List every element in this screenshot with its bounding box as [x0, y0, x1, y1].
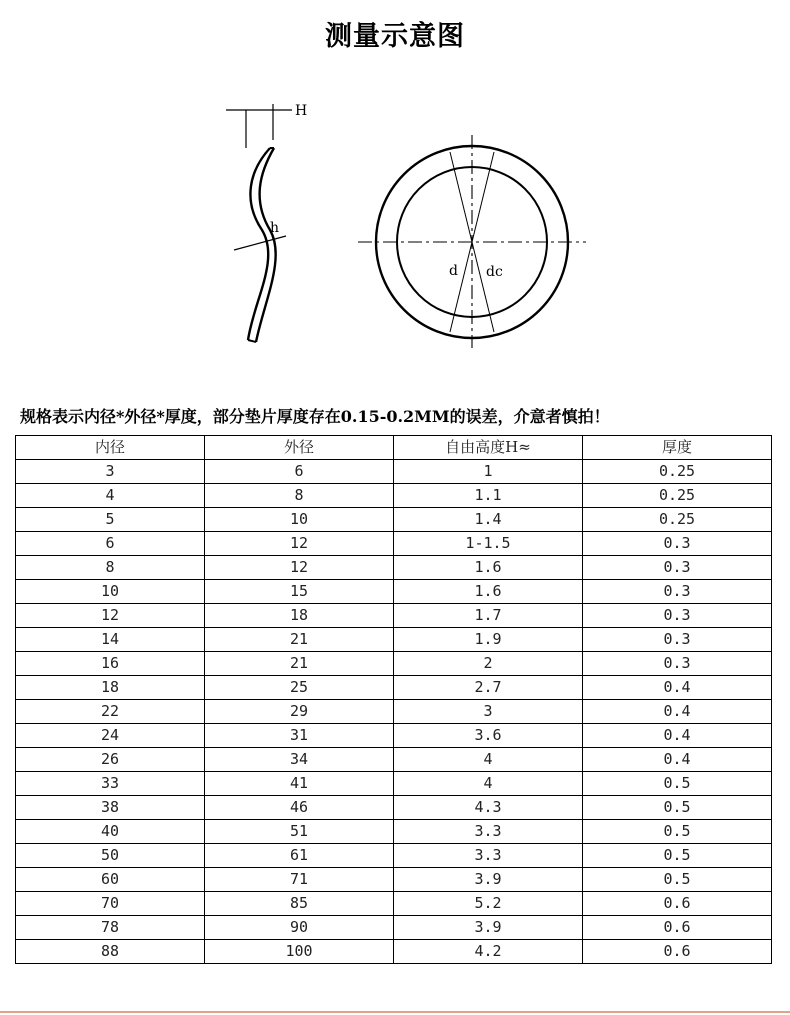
cell-outer-diameter: 29 — [205, 700, 394, 724]
cell-outer-diameter: 10 — [205, 508, 394, 532]
cell-outer-diameter: 34 — [205, 748, 394, 772]
cell-outer-diameter: 71 — [205, 868, 394, 892]
cell-outer-diameter: 100 — [205, 940, 394, 964]
cell-outer-diameter: 31 — [205, 724, 394, 748]
header-free-height: 自由高度H≈ — [394, 436, 583, 460]
cell-inner-diameter: 33 — [16, 772, 205, 796]
cell-free-height: 1 — [394, 460, 583, 484]
cell-inner-diameter: 70 — [16, 892, 205, 916]
cell-outer-diameter: 12 — [205, 532, 394, 556]
table-row — [16, 604, 772, 628]
cell-thickness: 0.5 — [583, 844, 772, 868]
cell-free-height: 3.6 — [394, 724, 583, 748]
header-outer-diameter: 外径 — [205, 436, 394, 460]
cell-free-height: 4 — [394, 772, 583, 796]
table-row — [16, 676, 772, 700]
cell-free-height: 4.3 — [394, 796, 583, 820]
cell-inner-diameter: 10 — [16, 580, 205, 604]
cell-inner-diameter: 5 — [16, 508, 205, 532]
front-view — [358, 135, 586, 348]
cell-thickness: 0.25 — [583, 460, 772, 484]
table-row — [16, 940, 772, 964]
cell-free-height: 1.7 — [394, 604, 583, 628]
spec-table — [15, 435, 772, 964]
table-body — [16, 460, 772, 964]
cell-inner-diameter: 4 — [16, 484, 205, 508]
cell-thickness: 0.3 — [583, 580, 772, 604]
cell-thickness: 0.6 — [583, 916, 772, 940]
cell-inner-diameter: 12 — [16, 604, 205, 628]
cell-outer-diameter: 25 — [205, 676, 394, 700]
cell-outer-diameter: 8 — [205, 484, 394, 508]
spec-note: 规格表示内径*外径*厚度，部分垫片厚度存在0.15-0.2MM的误差，介意者慎拍！ — [20, 407, 610, 426]
label-h: h — [270, 220, 280, 236]
table-row — [16, 772, 772, 796]
cell-thickness: 0.4 — [583, 748, 772, 772]
cell-inner-diameter: 8 — [16, 556, 205, 580]
cell-thickness: 0.25 — [583, 484, 772, 508]
table-row — [16, 532, 772, 556]
cell-inner-diameter: 60 — [16, 868, 205, 892]
label-H: H — [295, 103, 308, 119]
cell-outer-diameter: 12 — [205, 556, 394, 580]
cell-free-height: 4.2 — [394, 940, 583, 964]
table-row — [16, 724, 772, 748]
cell-free-height: 3 — [394, 700, 583, 724]
table-row — [16, 748, 772, 772]
table-row — [16, 484, 772, 508]
page-title: 测量示意图 — [325, 21, 465, 52]
cell-inner-diameter: 6 — [16, 532, 205, 556]
cell-thickness: 0.5 — [583, 868, 772, 892]
table-row — [16, 700, 772, 724]
cell-thickness: 0.25 — [583, 508, 772, 532]
table-row — [16, 652, 772, 676]
bottom-divider — [0, 1011, 790, 1013]
cell-free-height: 4 — [394, 748, 583, 772]
cell-inner-diameter: 3 — [16, 460, 205, 484]
cell-thickness: 0.3 — [583, 532, 772, 556]
cell-free-height: 1-1.5 — [394, 532, 583, 556]
cell-thickness: 0.6 — [583, 892, 772, 916]
cell-inner-diameter: 16 — [16, 652, 205, 676]
side-view — [226, 104, 292, 342]
cell-thickness: 0.6 — [583, 940, 772, 964]
cell-free-height: 5.2 — [394, 892, 583, 916]
cell-inner-diameter: 26 — [16, 748, 205, 772]
cell-thickness: 0.5 — [583, 772, 772, 796]
table-row — [16, 892, 772, 916]
cell-thickness: 0.3 — [583, 628, 772, 652]
table-row — [16, 460, 772, 484]
table-row — [16, 916, 772, 940]
table-row — [16, 820, 772, 844]
cell-free-height: 1.9 — [394, 628, 583, 652]
cell-thickness: 0.3 — [583, 652, 772, 676]
cell-free-height: 1.4 — [394, 508, 583, 532]
cell-inner-diameter: 88 — [16, 940, 205, 964]
cell-thickness: 0.5 — [583, 820, 772, 844]
table-header-row — [16, 436, 772, 460]
cell-free-height: 2.7 — [394, 676, 583, 700]
cell-free-height: 2 — [394, 652, 583, 676]
cell-thickness: 0.3 — [583, 604, 772, 628]
measurement-diagram — [180, 90, 600, 360]
cell-outer-diameter: 90 — [205, 916, 394, 940]
cell-inner-diameter: 40 — [16, 820, 205, 844]
cell-outer-diameter: 18 — [205, 604, 394, 628]
table-row — [16, 844, 772, 868]
cell-thickness: 0.4 — [583, 676, 772, 700]
table-row — [16, 628, 772, 652]
cell-free-height: 3.9 — [394, 916, 583, 940]
cell-free-height: 1.6 — [394, 556, 583, 580]
cell-thickness: 0.3 — [583, 556, 772, 580]
cell-free-height: 1.6 — [394, 580, 583, 604]
cell-outer-diameter: 6 — [205, 460, 394, 484]
cell-inner-diameter: 18 — [16, 676, 205, 700]
cell-inner-diameter: 24 — [16, 724, 205, 748]
cell-outer-diameter: 21 — [205, 628, 394, 652]
cell-free-height: 1.1 — [394, 484, 583, 508]
cell-inner-diameter: 78 — [16, 916, 205, 940]
label-d: d — [449, 263, 458, 279]
table-row — [16, 556, 772, 580]
cell-outer-diameter: 51 — [205, 820, 394, 844]
cell-outer-diameter: 15 — [205, 580, 394, 604]
cell-outer-diameter: 85 — [205, 892, 394, 916]
table-row — [16, 796, 772, 820]
cell-inner-diameter: 14 — [16, 628, 205, 652]
header-thickness: 厚度 — [583, 436, 772, 460]
cell-free-height: 3.3 — [394, 820, 583, 844]
cell-inner-diameter: 50 — [16, 844, 205, 868]
cell-thickness: 0.5 — [583, 796, 772, 820]
cell-free-height: 3.9 — [394, 868, 583, 892]
cell-outer-diameter: 41 — [205, 772, 394, 796]
cell-inner-diameter: 22 — [16, 700, 205, 724]
cell-outer-diameter: 61 — [205, 844, 394, 868]
table-row — [16, 580, 772, 604]
cell-outer-diameter: 46 — [205, 796, 394, 820]
label-dc: dc — [486, 264, 503, 280]
cell-outer-diameter: 21 — [205, 652, 394, 676]
cell-thickness: 0.4 — [583, 724, 772, 748]
header-inner-diameter: 内径 — [16, 436, 205, 460]
table-row — [16, 508, 772, 532]
cell-free-height: 3.3 — [394, 844, 583, 868]
cell-inner-diameter: 38 — [16, 796, 205, 820]
table-row — [16, 868, 772, 892]
cell-thickness: 0.4 — [583, 700, 772, 724]
